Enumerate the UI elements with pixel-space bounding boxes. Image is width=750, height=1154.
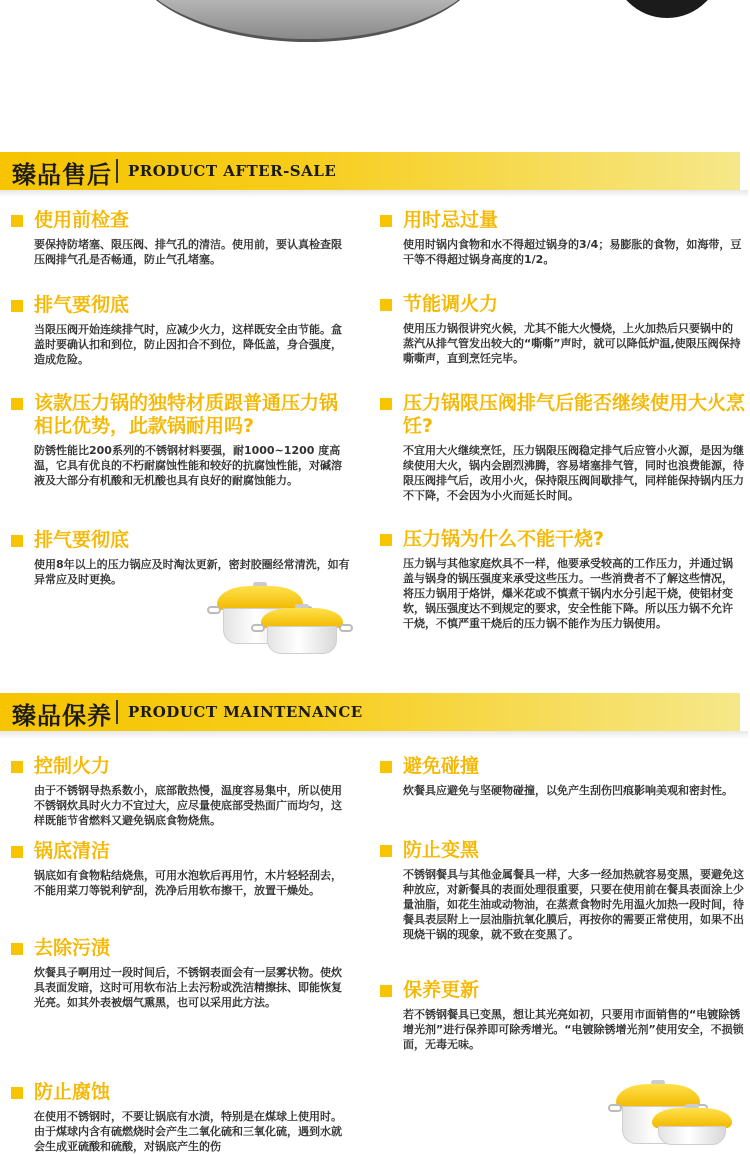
- square-bullet-icon: [11, 1087, 23, 1099]
- tip-title: 锅底清洁: [34, 840, 111, 862]
- tip-item: [380, 755, 742, 798]
- tip-title: 避免碰撞: [403, 755, 480, 777]
- banner-title-en: PRODUCT MAINTENANCE: [128, 703, 363, 721]
- square-bullet-icon: [380, 215, 392, 227]
- square-bullet-icon: [380, 761, 392, 773]
- tip-body: 在使用不锈钢时，不要让锅底有水渍，特别是在煤球上使用时。由于煤球内含有硫燃烧时会产生二氧化硫和三氧化硫，遇到水就会生成亚硫酸和硫酸，对锅底产生的伤: [34, 1110, 342, 1153]
- square-bullet-icon: [380, 299, 392, 311]
- tip-body: 锅底如有食物粘结烧焦，可用水泡软后再用竹，木片轻轻刮去，不能用菜刀等锐利铲刮，洗净后用软布擦干，放置干燥处。: [34, 869, 342, 897]
- tip-body: 不宜用大火继续烹饪，压力锅限压阀稳定排气后应管小火源，是因为继续使用大火，锅内会剧烈沸腾，容易堵塞排气管，同时也浪费能源，待限压阀排气后，改用小火，保持限压阀间歇排气，同样能保持锅内压力不下降，不会因为小火而延长时间。: [403, 444, 744, 502]
- tip-item: [11, 529, 351, 587]
- tip-title: 压力锅为什么不能干烧?: [403, 528, 605, 550]
- pots-illustration: [215, 582, 345, 658]
- pot-handle-image: [612, 0, 722, 18]
- tip-title: 压力锅限压阀排气后能否继续使用大火烹饪?: [403, 392, 746, 437]
- tip-title: 排气要彻底: [34, 529, 130, 551]
- tip-item: [380, 392, 746, 503]
- banner-title-cn: 臻品售后: [12, 161, 112, 189]
- square-bullet-icon: [11, 943, 23, 955]
- tip-body: 压力锅与其他家庭炊具不一样，他要承受较高的工作压力，并通过锅盖与锅身的锅压强度来承受这些压力。一些消费者不了解这些情况，将压力锅用于烙饼，爆米花或不慎煮干锅内水分引起干烧，使铝材变软，锅压强度达不到规定的要求，安全性能下降。所以压力锅不允许干烧，不慎严重干烧后的压力锅不能作为压力锅使用。: [403, 557, 733, 630]
- tip-item: [380, 293, 742, 366]
- tip-body: 防锈性能比200系列的不锈钢材料要强，耐1000~1200 度高温，它具有优良的不朽耐腐蚀性能和较好的抗腐蚀性能，对碱溶液及大部分有机酸和无机酸也具有良好的耐腐蚀能力。: [34, 444, 342, 487]
- tip-title: 控制火力: [34, 755, 111, 777]
- tip-item: [11, 937, 351, 1010]
- tip-item: [11, 840, 351, 898]
- maintenance-banner: [0, 693, 740, 731]
- tip-item: [380, 209, 742, 267]
- banner-divider: [116, 159, 118, 183]
- tip-item: [380, 979, 746, 1052]
- banner-shadow: [0, 190, 748, 198]
- tip-body: 炊餐具子啊用过一段时间后，不锈钢表面会有一层雾状物。使炊具表面发暗，这时可用软布沾上去污粉或洗洁精擦抹、即能恢复光亮。如其外表被烟气熏黑，也可以采用此方法。: [34, 966, 342, 1009]
- square-bullet-icon: [11, 535, 23, 547]
- pots-illustration: [610, 1080, 738, 1145]
- tip-item: [11, 209, 351, 267]
- tip-title: 使用前检查: [34, 209, 130, 231]
- after-sale-banner: [0, 152, 740, 190]
- tip-title: 防止变黑: [403, 839, 480, 861]
- tip-body: 使用8年以上的压力锅应及时淘汰更新，密封胶圈经常清洗，如有异常应及时更换。: [34, 558, 350, 586]
- banner-divider: [116, 700, 118, 724]
- tip-item: [11, 392, 351, 488]
- tip-title: 去除污渍: [34, 937, 111, 959]
- square-bullet-icon: [11, 761, 23, 773]
- banner-shadow: [0, 731, 748, 739]
- tip-title: 节能调火力: [403, 293, 499, 315]
- square-bullet-icon: [11, 300, 23, 312]
- tip-body: 当限压阀开始连续排气时，应减少火力，这样既安全由节能。盒盖时要确认扣和到位，防止因扣合不到位，降低盖，身合强度，造成危险。: [34, 323, 342, 366]
- pot-image: [259, 604, 345, 656]
- tip-title: 防止腐蚀: [34, 1081, 111, 1103]
- tip-item: [11, 1081, 351, 1154]
- product-pot-image: [128, 0, 488, 42]
- tip-title: 该款压力锅的独特材质跟普通压力锅相比优势，此款锅耐用吗?: [34, 392, 339, 437]
- square-bullet-icon: [11, 398, 23, 410]
- tip-item: [380, 528, 742, 631]
- tip-title: 用时忌过量: [403, 209, 499, 231]
- pot-image: [650, 1104, 734, 1145]
- tip-body: 使用压力锅很讲究火候，尤其不能大火慢烧，上火加热后只要锅中的蒸汽从排气管发出较大的“嘶嘶”声时，就可以降低炉温,使限压阀保持嘶嘶声，直到烹饪完毕。: [403, 322, 741, 365]
- square-bullet-icon: [11, 215, 23, 227]
- tip-body: 使用时锅内食物和水不得超过锅身的3/4；易膨胀的食物，如海带，豆干等不得超过锅身高度的1/2。: [403, 238, 742, 266]
- tip-item: [11, 294, 351, 367]
- banner-title-en: PRODUCT AFTER-SALE: [128, 162, 337, 180]
- tip-body: 若不锈钢餐具已变黑，想让其光亮如初，只要用市面销售的“电镀除锈增光剂”进行保养即可除秀增光。“电镀除锈增光剂”使用安全，不损锁面，无毒无味。: [403, 1008, 744, 1051]
- square-bullet-icon: [380, 985, 392, 997]
- tip-title: 排气要彻底: [34, 294, 130, 316]
- square-bullet-icon: [380, 534, 392, 546]
- square-bullet-icon: [11, 846, 23, 858]
- tip-body: 由于不锈钢导热系数小，底部散热慢，温度容易集中，所以使用不锈钢炊具时火力不宜过大，应尽量使底部受热面广而均匀，这样既能节省燃料又避免锅底食物烧焦。: [34, 784, 342, 827]
- tip-body: 要保持防堵塞、限压阀、排气孔的清洁。使用前，要认真检查限压阀排气孔是否畅通，防止气孔堵塞。: [34, 238, 342, 266]
- square-bullet-icon: [380, 398, 392, 410]
- tip-item: [380, 839, 746, 942]
- square-bullet-icon: [380, 845, 392, 857]
- tip-item: [11, 755, 351, 828]
- tip-title: 保养更新: [403, 979, 480, 1001]
- tip-body: 炊餐具应避免与坚硬物碰撞，以免产生刮伤凹痕影响美观和密封性。: [403, 784, 733, 797]
- banner-title-cn: 臻品保养: [12, 702, 112, 730]
- tip-body: 不锈钢餐具与其他金属餐具一样，大多一经加热就容易变黑，要避免这种放应，对新餐具的表面处理很重要，只要在使用前在餐具表面涂上少量油脂，如花生油或动物油，在蒸煮食物时先用温火加热一段时间，待餐具表层附上一层油脂抗氧化膜后，再按你的需要正常使用，如果不出现烧干锅的现象，就不致在变黑了。: [403, 868, 744, 941]
